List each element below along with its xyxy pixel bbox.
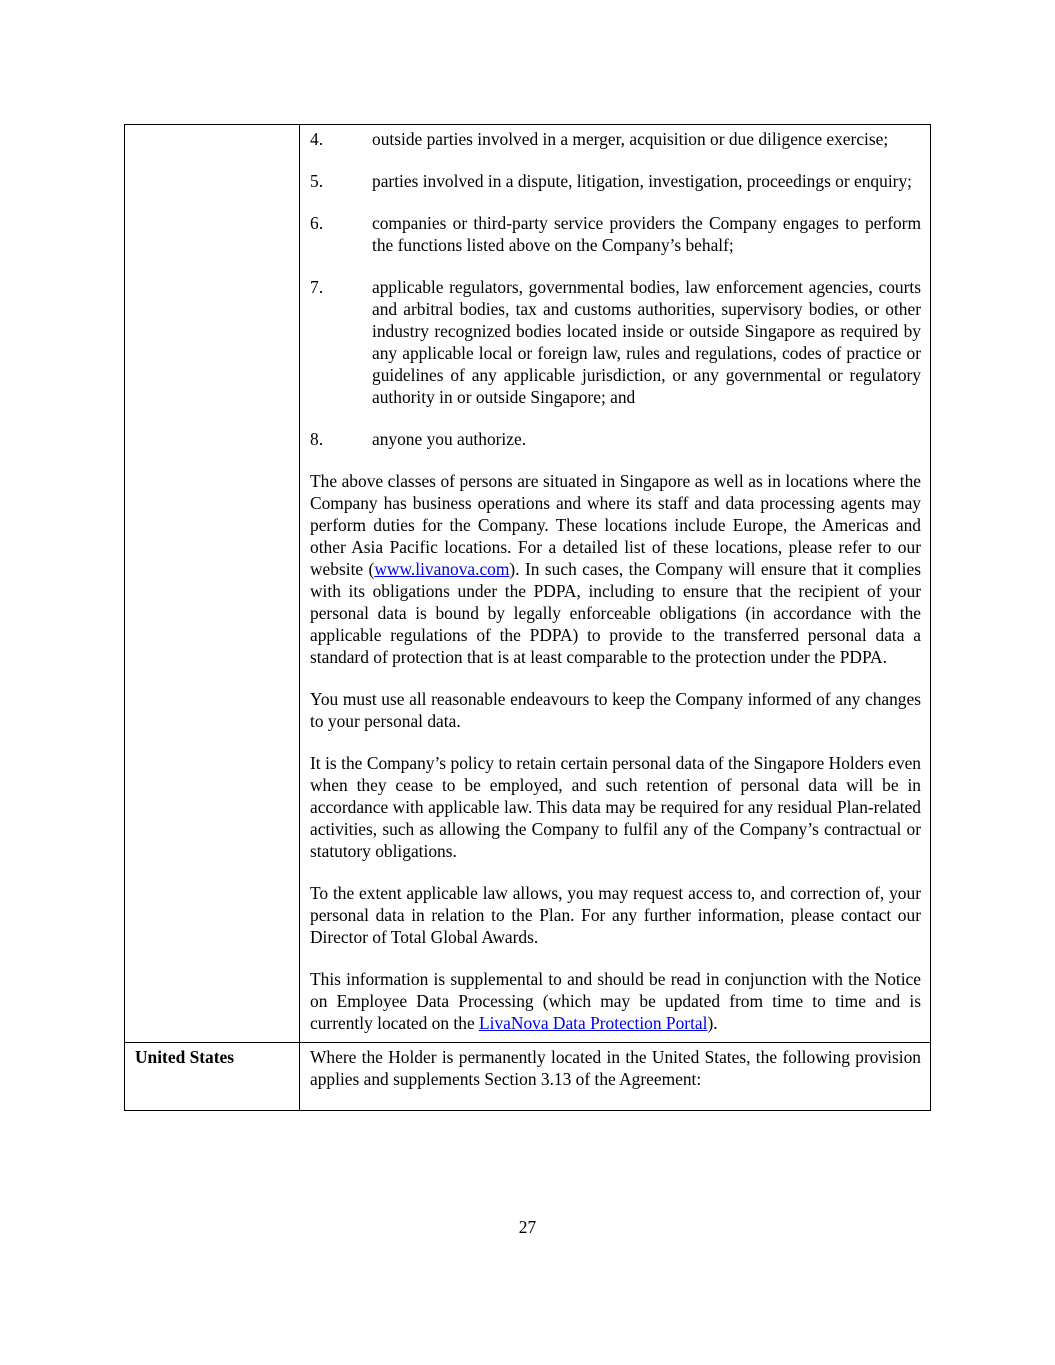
list-item — [310, 170, 921, 192]
list-item — [310, 276, 921, 408]
list-item-number: 4. — [310, 129, 324, 149]
locations-paragraph — [310, 470, 921, 668]
inform-paragraph: You must use all reasonable endeavours to keep the Company informed of any changes to your personal data. — [310, 689, 921, 731]
list-item-number: 6. — [310, 213, 324, 233]
supplemental-text-start: This information is supplemental to and should be read in conjunction with the Notice on Employee Data Processing (which may be updated from time to time and is currently located on the — [310, 969, 921, 1033]
provision-cell — [300, 125, 931, 1043]
locations-text-end: ). In such cases, the Company will ensure that it complies with its obligations under the PDPA, including to ensure that the recipient of your personal data is bound by legally enforceable obligations (in accordance with the applicable regulations of the PDPA) to provide to the transferred personal data a standard of protection that is at least comparable to the protection under the PDPA. — [310, 559, 922, 667]
access-paragraph: To the extent applicable law allows, you may request access to, and correction of, your personal data in relation to the Plan. For any further information, please contact our Director of Total Global Awards. — [310, 883, 921, 947]
list-item-text: applicable regulators, governmental bodies, law enforcement agencies, courts and arbitral bodies, tax and customs authorities, supervisory bodies, or other industry recognized bodies located inside or outside Singapore as required by any applicable local or foreign law, rules and regulations, codes of practice or guidelines of any applicable jurisdiction, or any governmental or regulatory authority in or outside Singapore; and — [372, 277, 921, 407]
data-protection-portal-link[interactable]: LivaNova Data Protection Portal — [479, 1013, 708, 1033]
list-item-number: 8. — [310, 429, 324, 449]
table-row — [125, 125, 931, 1043]
country-cell-empty — [125, 125, 300, 1043]
list-item — [310, 212, 921, 256]
recipient-list — [310, 128, 921, 450]
list-item-number: 7. — [310, 277, 324, 297]
us-provision-text: Where the Holder is permanently located in the United States, the following provision applies and supplements Section 3.13 of the Agreement: — [310, 1047, 921, 1089]
retention-paragraph: It is the Company’s policy to retain certain personal data of the Singapore Holders even when they cease to be employed, and such retention of personal data will be in accordance with applicable law. This data may be required for any residual Plan-related activities, such as allowing the Company to fulfil any of the Company’s contractual or statutory obligations. — [310, 753, 921, 861]
list-item-text: outside parties involved in a merger, acquisition or due diligence exercise; — [372, 129, 889, 149]
supplemental-paragraph — [310, 968, 921, 1034]
table-row — [125, 1043, 931, 1111]
provision-cell — [300, 1043, 931, 1111]
list-item-text: anyone you authorize. — [372, 429, 527, 449]
list-item-text: companies or third-party service providers the Company engages to perform the functions listed above on the Company’s behalf; — [372, 213, 921, 255]
livanova-website-link[interactable]: www.livanova.com — [374, 559, 510, 579]
list-item — [310, 128, 921, 150]
list-item — [310, 428, 921, 450]
list-item-number: 5. — [310, 171, 324, 191]
supplemental-text-end: ). — [707, 1013, 718, 1033]
locations-text-start: The above classes of persons are situated in Singapore as well as in locations where the Company has business operations and where its staff and data processing agents may perform duties for the Company. These locations include Europe, the Americas and other Asia Pacific locations. For a detailed list of these locations, please refer to our website ( — [310, 471, 921, 579]
page-number: 27 — [518, 1217, 537, 1237]
country-provisions-table — [124, 124, 931, 1111]
country-cell: United States — [125, 1043, 300, 1111]
list-item-text: parties involved in a dispute, litigation, investigation, proceedings or enquiry; — [372, 171, 912, 191]
